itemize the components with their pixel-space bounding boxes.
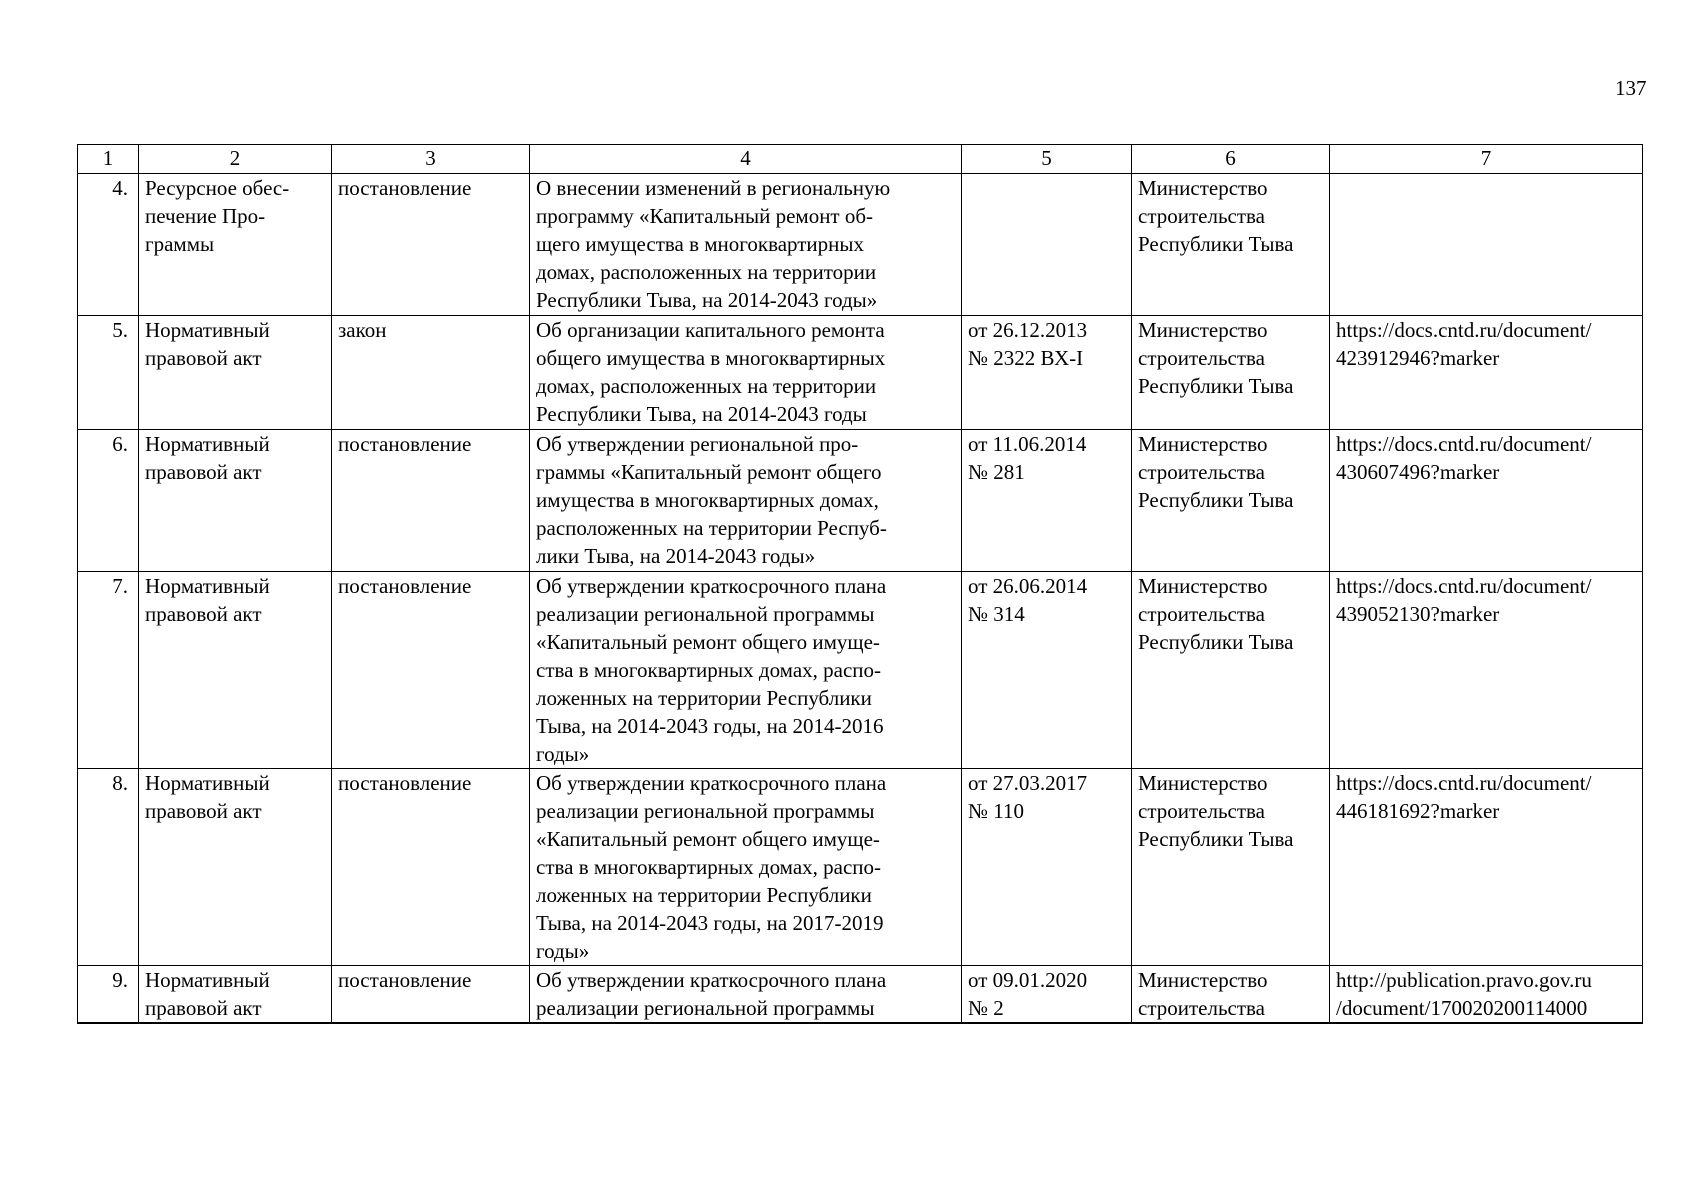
row-number: 4.: [78, 174, 139, 316]
row-number: 9.: [78, 966, 139, 1024]
document-type: Нормативный правовой акт: [139, 572, 332, 769]
table-row: [78, 430, 1643, 572]
issuing-authority: Министерство строительства Республики Тыва: [1132, 769, 1330, 966]
row-number: 5.: [78, 316, 139, 430]
table-row: [78, 769, 1643, 966]
issuing-authority: Министерство строительства Республики Тыва: [1132, 430, 1330, 572]
document-type: Нормативный правовой акт: [139, 769, 332, 966]
document-title: Об утверждении региональной про- граммы «Капитальный ремонт общего имущества в многоквартирных домах, расположенных на территории Респуб- лики Тыва, на 2014-2043 годы»: [530, 430, 962, 572]
page-number: 137: [1615, 76, 1647, 100]
document-link[interactable]: https://docs.cntd.ru/document/ 446181692?marker: [1330, 769, 1643, 966]
issuing-authority: Министерство строительства Республики Тыва: [1132, 316, 1330, 430]
column-number: 5: [962, 145, 1132, 174]
table-row: [78, 316, 1643, 430]
issuing-authority: Министерство строительства Республики Тыва: [1132, 572, 1330, 769]
document-kind: постановление: [332, 966, 530, 1024]
column-number: 3: [332, 145, 530, 174]
table-row: [78, 572, 1643, 769]
document-date: от 26.12.2013 № 2322 ВХ-I: [962, 316, 1132, 430]
issuing-authority: Министерство строительства: [1132, 966, 1330, 1024]
document-kind: постановление: [332, 174, 530, 316]
document-type: Нормативный правовой акт: [139, 966, 332, 1024]
document-date: от 27.03.2017 № 110: [962, 769, 1132, 966]
document-type: Нормативный правовой акт: [139, 316, 332, 430]
document-link[interactable]: https://docs.cntd.ru/document/ 423912946?marker: [1330, 316, 1643, 430]
document-kind: постановление: [332, 430, 530, 572]
row-number: 6.: [78, 430, 139, 572]
column-number: 7: [1330, 145, 1643, 174]
document-date: от 09.01.2020 № 2: [962, 966, 1132, 1024]
documents-table: [77, 144, 1643, 1024]
table-row: [78, 966, 1643, 1024]
document-title: Об утверждении краткосрочного плана реализации региональной программы «Капитальный ремонт общего имуще- ства в многоквартирных домах, распо- ложенных на территории Республики Тыва, на 2014-2043 годы, на 2014-2016 годы»: [530, 572, 962, 769]
document-title: Об организации капитального ремонта общего имущества в многоквартирных домах, расположенных на территории Республики Тыва, на 2014-2043 годы: [530, 316, 962, 430]
document-date: от 11.06.2014 № 281: [962, 430, 1132, 572]
document-link[interactable]: https://docs.cntd.ru/document/ 430607496?marker: [1330, 430, 1643, 572]
column-number: 4: [530, 145, 962, 174]
column-number: 2: [139, 145, 332, 174]
document-date: от 26.06.2014 № 314: [962, 572, 1132, 769]
document-title: О внесении изменений в региональную программу «Капитальный ремонт об- щего имущества в многоквартирных домах, расположенных на территории Республики Тыва, на 2014-2043 годы»: [530, 174, 962, 316]
column-number: 1: [78, 145, 139, 174]
document-title: Об утверждении краткосрочного плана реализации региональной программы: [530, 966, 962, 1024]
document-kind: постановление: [332, 572, 530, 769]
document-link: [1330, 174, 1643, 316]
document-link[interactable]: http://publication.pravo.gov.ru /document/170020200114000: [1330, 966, 1643, 1024]
row-number: 8.: [78, 769, 139, 966]
table-row: [78, 174, 1643, 316]
document-kind: закон: [332, 316, 530, 430]
column-number: 6: [1132, 145, 1330, 174]
document-type: Ресурсное обес- печение Про- граммы: [139, 174, 332, 316]
document-link[interactable]: https://docs.cntd.ru/document/ 439052130?marker: [1330, 572, 1643, 769]
issuing-authority: Министерство строительства Республики Тыва: [1132, 174, 1330, 316]
document-kind: постановление: [332, 769, 530, 966]
document-type: Нормативный правовой акт: [139, 430, 332, 572]
row-number: 7.: [78, 572, 139, 769]
document-date: [962, 174, 1132, 316]
column-number-row: [78, 145, 1643, 174]
document-title: Об утверждении краткосрочного плана реализации региональной программы «Капитальный ремонт общего имуще- ства в многоквартирных домах, распо- ложенных на территории Республики Тыва, на 2014-2043 годы, на 2017-2019 годы»: [530, 769, 962, 966]
